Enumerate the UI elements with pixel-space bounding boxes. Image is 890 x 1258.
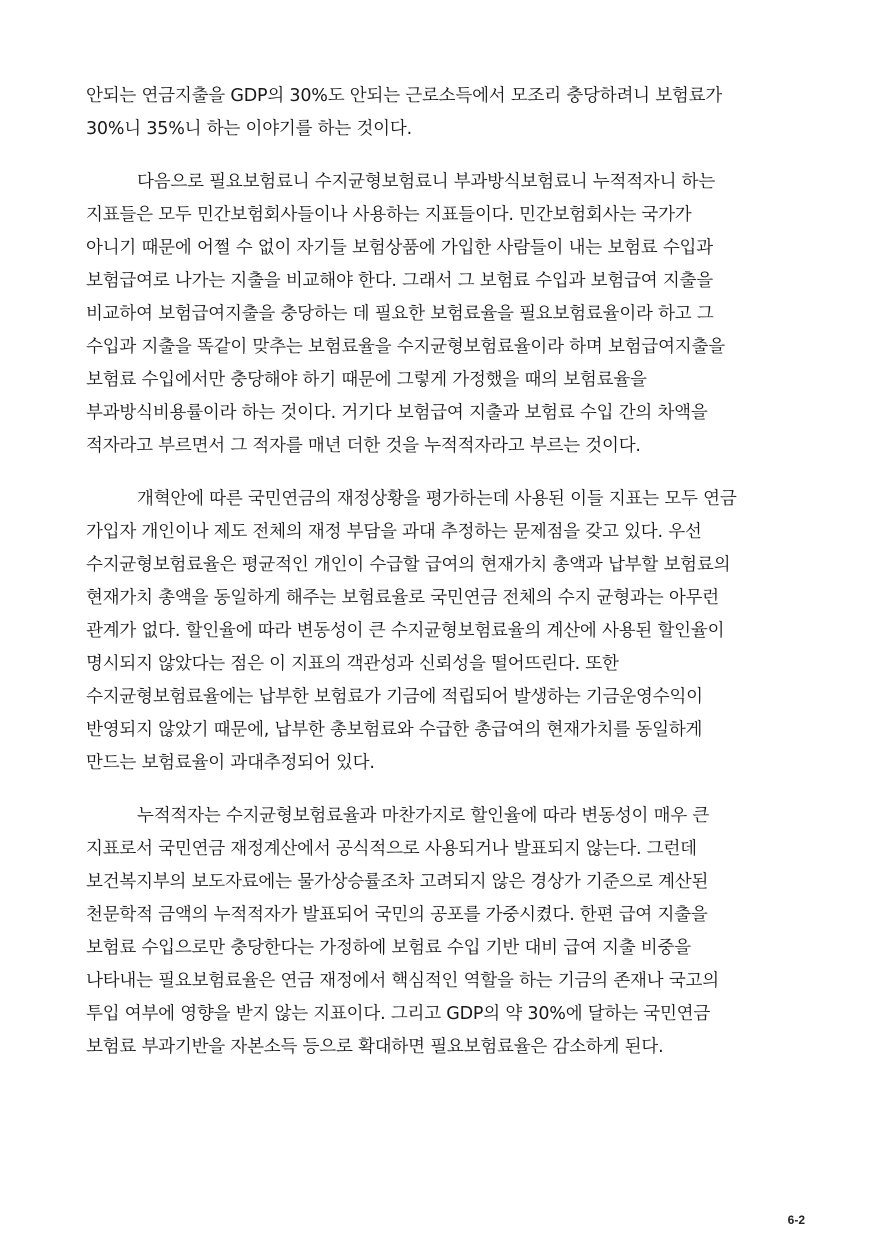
text-line: 나타내는 필요보험료율은 연금 재정에서 핵심적인 역할을 하는 기금의 존재나 국고의 (86, 971, 719, 991)
text-line: 현재가치 총액을 동일하게 해주는 보험료율로 국민연금 전체의 수지 균형과는 아무런 (86, 588, 719, 608)
text-line: 보험료 부과기반을 자본소득 등으로 확대하면 필요보험료율은 감소하게 된다. (86, 1037, 664, 1057)
text-line: 적자라고 부르면서 그 적자를 매년 더한 것을 누적적자라고 부르는 것이다. (86, 436, 641, 456)
text-line: 반영되지 않았기 때문에, 납부한 총보험료와 수급한 총급여의 현재가치를 동일하게 (86, 720, 703, 740)
paragraph-3 (86, 483, 806, 780)
text-line: 30%니 35%니 하는 이야기를 하는 것이다. (86, 119, 412, 139)
paragraph-1 (86, 80, 806, 146)
text-line: 아니기 때문에 어쩔 수 없이 자기들 보험상품에 가입한 사람들이 내는 보험료 수입과 (86, 238, 713, 258)
paragraph-2 (86, 166, 806, 463)
text-line: 보험료 수입에서만 충당해야 하기 때문에 그렇게 가정했을 때의 보험료율을 (86, 370, 647, 390)
text-line: 다음으로 필요보험료니 수지균형보험료니 부과방식보험료니 누적적자니 하는 (137, 172, 716, 192)
text-line: 안되는 연금지출을 GDP의 30%도 안되는 근로소득에서 모조리 충당하려니 보험료가 (86, 86, 723, 106)
body-text (86, 80, 806, 1084)
text-line: 투입 여부에 영향을 받지 않는 지표이다. 그리고 GDP의 약 30%에 달하는 국민연금 (86, 1004, 711, 1024)
text-line: 개혁안에 따른 국민연금의 재정상황을 평가하는데 사용된 이들 지표는 모두 연금 (137, 489, 737, 509)
text-line: 지표들은 모두 민간보험회사들이나 사용하는 지표들이다. 민간보험회사는 국가가 (86, 205, 692, 225)
text-line: 수지균형보험료율은 평균적인 개인이 수급할 급여의 현재가치 총액과 납부할 보험료의 (86, 555, 731, 575)
text-line: 수입과 지출을 똑같이 맞추는 보험료율을 수지균형보험료율이라 하며 보험급여지출을 (86, 337, 725, 357)
text-line: 보험급여로 나가는 지출을 비교해야 한다. 그래서 그 보험료 수입과 보험급여 지출을 (86, 271, 713, 291)
text-line: 수지균형보험료율에는 납부한 보험료가 기금에 적립되어 발생하는 기금운영수익이 (86, 687, 703, 707)
text-line: 부과방식비용률이라 하는 것이다. 거기다 보험급여 지출과 보험료 수입 간의 차액을 (86, 403, 708, 423)
text-line: 천문학적 금액의 누적적자가 발표되어 국민의 공포를 가중시켰다. 한편 급여 지출을 (86, 905, 708, 925)
text-line: 관계가 없다. 할인율에 따라 변동성이 큰 수지균형보험료율의 계산에 사용된 할인율이 (86, 621, 725, 641)
page-number: 6-2 (787, 1213, 805, 1227)
text-line: 가입자 개인이나 제도 전체의 재정 부담을 과대 추정하는 문제점을 갖고 있다. 우선 (86, 522, 702, 542)
text-line: 지표로서 국민연금 재정계산에서 공식적으로 사용되거나 발표되지 않는다. 그런데 (86, 839, 697, 859)
text-line: 명시되지 않았다는 점은 이 지표의 객관성과 신뢰성을 떨어뜨린다. 또한 (86, 654, 619, 674)
text-line: 비교하여 보험급여지출을 충당하는 데 필요한 보험료율을 필요보험료율이라 하고 그 (86, 304, 714, 324)
text-line: 누적적자는 수지균형보험료율과 마찬가지로 할인율에 따라 변동성이 매우 큰 (137, 806, 710, 826)
text-line: 보건복지부의 보도자료에는 물가상승률조차 고려되지 않은 경상가 기준으로 계산된 (86, 872, 709, 892)
paragraph-4 (86, 800, 806, 1064)
text-line: 보험료 수입으로만 충당한다는 가정하에 보험료 수입 기반 대비 급여 지출 비중을 (86, 938, 691, 958)
text-line: 만드는 보험료율이 과대추정되어 있다. (86, 753, 375, 773)
